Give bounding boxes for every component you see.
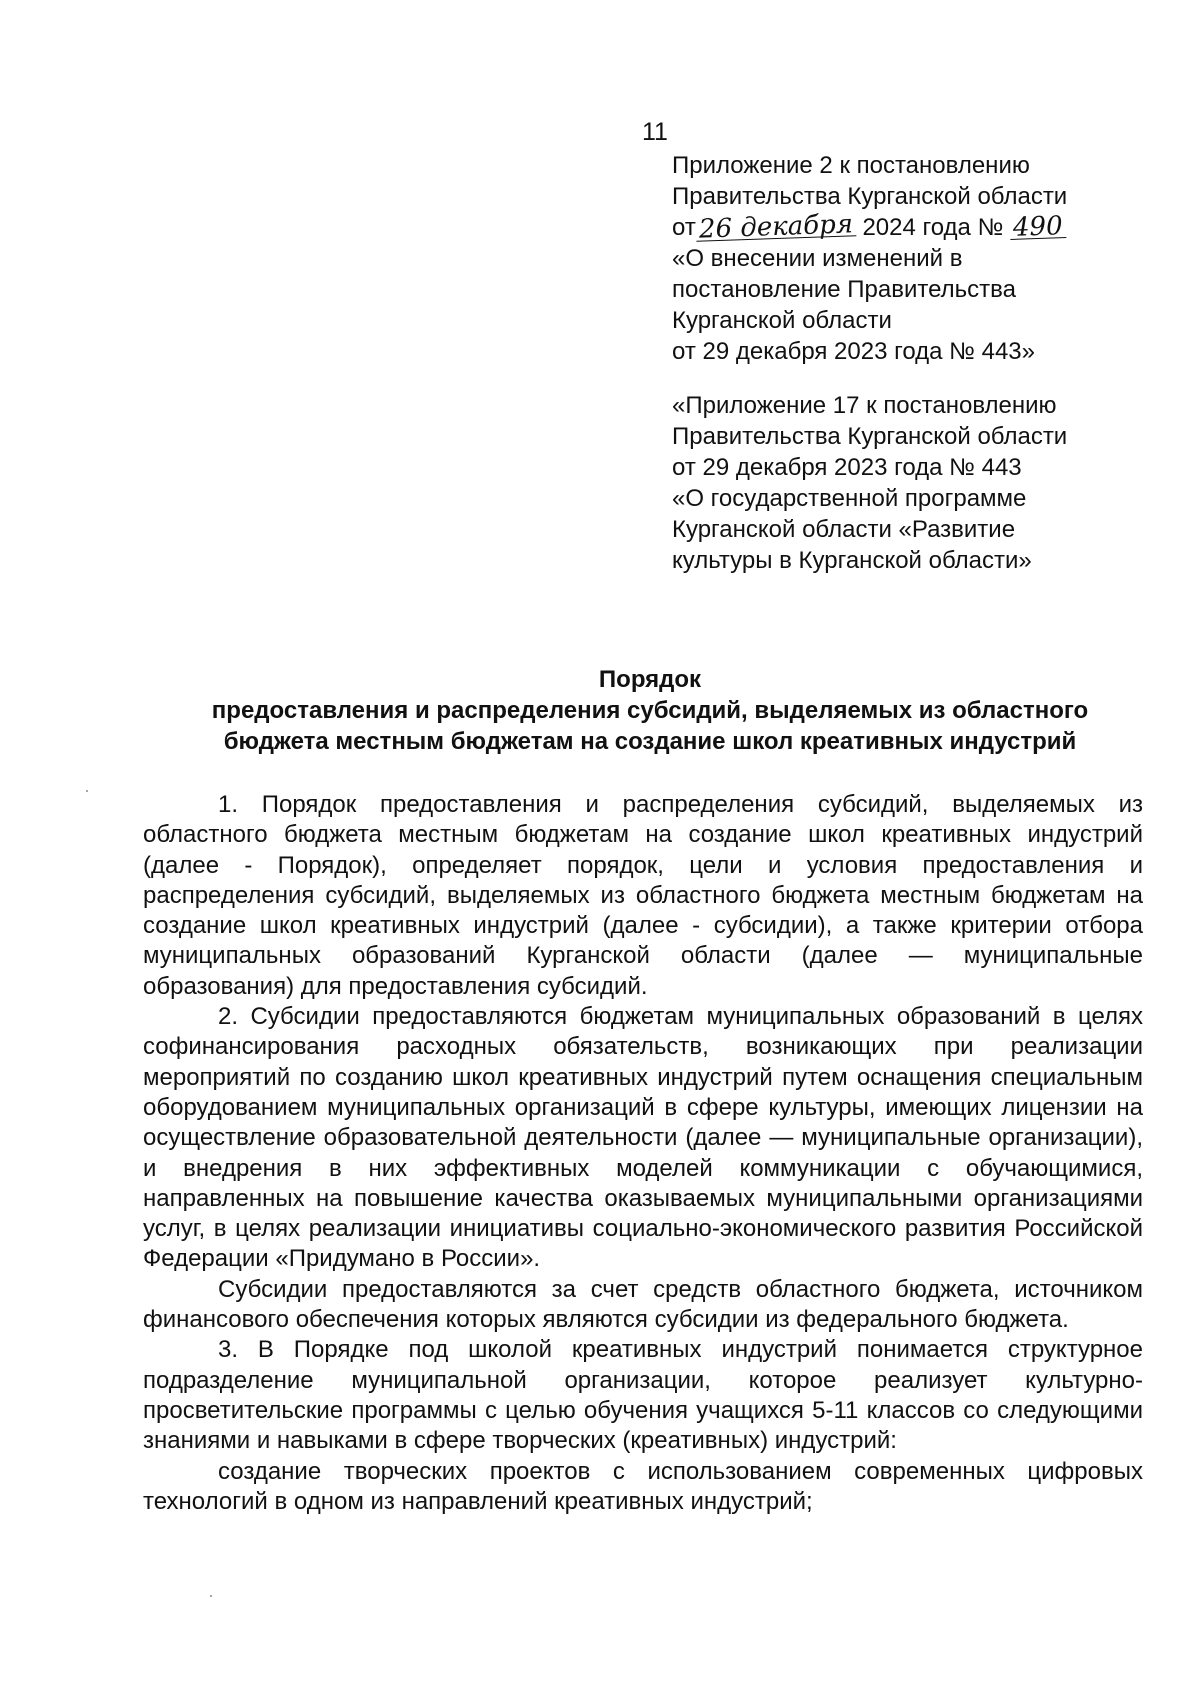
appendix-reference-line: «Приложение 17 к постановлению bbox=[672, 392, 1057, 419]
appendix-reference bbox=[672, 390, 1142, 576]
handwritten-number: 490 bbox=[1010, 215, 1066, 240]
page-number: 11 bbox=[642, 118, 668, 146]
appendix-reference-line: от 29 декабря 2023 года № 443 bbox=[672, 454, 1022, 481]
paragraph: создание творческих проектов с использованием современных цифровых технологий в одном из направлений креативных индустрий; bbox=[143, 1457, 1143, 1515]
document-body bbox=[143, 790, 1143, 1517]
appendix-header bbox=[672, 150, 1142, 367]
appendix-header-line: Приложение 2 к постановлению bbox=[672, 152, 1030, 179]
paragraph: 1. Порядок предоставления и распределения субсидий, выделяемых из областного бюджета местным бюджетам на создание школ креативных индустрий (далее - Порядок), определяет порядок, цели и условия предоставления и распределения субсидий, выделяемых из областного бюджета местным бюджетам на создание школ креативных индустрий (далее - субсидии), а также критерии отбора муниципальных образований Курганской области (далее — муниципальные образования) для предоставления субсидий. bbox=[143, 791, 1143, 1000]
appendix-header-line: постановление Правительства bbox=[672, 276, 1016, 303]
paragraph: 2. Субсидии предоставляются бюджетам муниципальных образований в целях софинансирования расходных обязательств, возникающих при реализации мероприятий по созданию школ креативных индустрий путем оснащения специальным оборудованием муниципальных организаций в сфере культуры, имеющих лицензии на осуществление образовательной деятельности (далее — муниципальные организации), и внедрения в них эффективных моделей коммуникации с обучающимися, направленных на повышение качества оказываемых муниципальными организациями услуг, в целях реализации инициативы социально-экономического развития Российской Федерации «Придумано в России». bbox=[143, 1003, 1143, 1273]
appendix-header-date-line bbox=[672, 209, 1142, 245]
paragraph: Субсидии предоставляются за счет средств областного бюджета, источником финансового обеспечения которых являются субсидии из федерального бюджета. bbox=[143, 1275, 1143, 1334]
handwritten-date: 26 декабря bbox=[695, 213, 856, 242]
appendix-reference-line: Курганской области «Развитие bbox=[672, 516, 1016, 543]
appendix-reference-line: Правительства Курганской области bbox=[672, 423, 1068, 450]
scan-artifact bbox=[86, 790, 88, 792]
appendix-header-line: Правительства Курганской области bbox=[672, 183, 1068, 210]
document-title bbox=[120, 664, 1180, 757]
date-middle: 2024 года № bbox=[855, 214, 1004, 241]
title-heading: Порядок bbox=[598, 666, 702, 693]
appendix-header-line: Курганской области bbox=[672, 307, 892, 334]
title-line: предоставления и распределения субсидий, выделяемых из областного bbox=[211, 697, 1089, 724]
appendix-reference-line: культуры в Курганской области» bbox=[672, 547, 1032, 574]
appendix-reference-line: «О государственной программе bbox=[672, 485, 1027, 512]
paragraph: 3. В Порядке под школой креативных индустрий понимается структурное подразделение муниципальной организации, которое реализует культурно-просветительские программы с целью обучения учащихся 5-11 классов со следующими знаниями и навыками в сфере творческих (креативных) индустрий: bbox=[143, 1336, 1143, 1455]
title-line: бюджета местным бюджетам на создание школ креативных индустрий bbox=[223, 728, 1077, 755]
date-prefix: от bbox=[672, 214, 696, 241]
appendix-header-line: от 29 декабря 2023 года № 443» bbox=[672, 338, 1035, 365]
appendix-header-line: «О внесении изменений в bbox=[672, 245, 963, 272]
scan-artifact bbox=[210, 1595, 212, 1597]
